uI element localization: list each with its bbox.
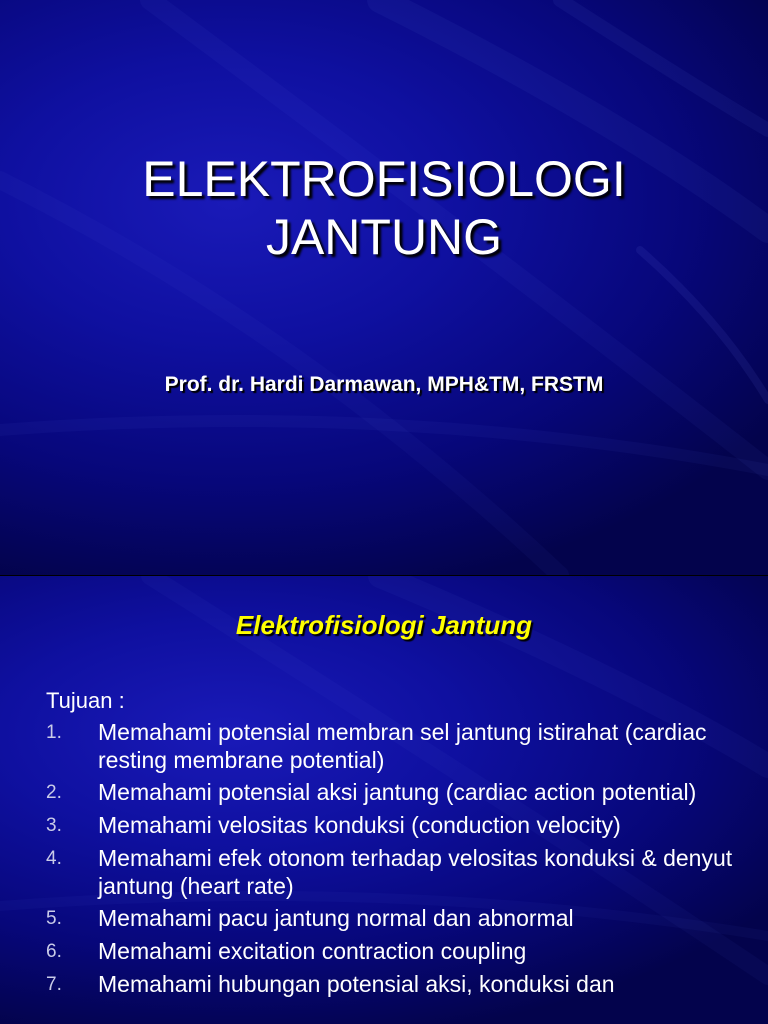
- list-item-text: Memahami excitation contraction coupling: [98, 938, 527, 964]
- objectives-list: [46, 718, 736, 999]
- list-item: [46, 937, 736, 966]
- list-item-text: Memahami velositas konduksi (conduction velocity): [98, 812, 621, 838]
- list-item-number: 6.: [46, 941, 62, 962]
- list-item: [46, 844, 736, 900]
- objectives-slide: [0, 576, 768, 1024]
- author-subtitle: Prof. dr. Hardi Darmawan, MPH&TM, FRSTM: [164, 373, 604, 396]
- list-item-text: Memahami hubungan potensial aksi, konduksi dan: [98, 971, 615, 997]
- title-line-1: ELEKTROFISIOLOGI: [142, 151, 626, 207]
- list-item-text: Memahami potensial membran sel jantung istirahat (cardiac resting membrane potential): [98, 719, 707, 773]
- list-item-number: 4.: [46, 848, 62, 869]
- slide-title: [0, 150, 768, 266]
- objectives-content: [46, 686, 736, 1003]
- list-item-number: 5.: [46, 908, 62, 929]
- list-item-text: Memahami efek otonom terhadap velositas konduksi & denyut jantung (heart rate): [98, 845, 733, 899]
- list-item-number: 2.: [46, 782, 62, 803]
- slide-heading: Elektrofisiologi Jantung: [235, 610, 533, 640]
- list-item: [46, 970, 736, 999]
- title-line-2: JANTUNG: [265, 209, 503, 265]
- list-item: [46, 718, 736, 774]
- list-item: [46, 778, 736, 807]
- list-item: [46, 811, 736, 840]
- list-item-number: 7.: [46, 974, 62, 995]
- list-item-text: Memahami potensial aksi jantung (cardiac action potential): [98, 779, 697, 805]
- list-item-number: 3.: [46, 815, 62, 836]
- objectives-intro: Tujuan :: [46, 688, 125, 713]
- list-item-text: Memahami pacu jantung normal dan abnormal: [98, 905, 574, 931]
- list-item: [46, 904, 736, 933]
- list-item-number: 1.: [46, 722, 62, 743]
